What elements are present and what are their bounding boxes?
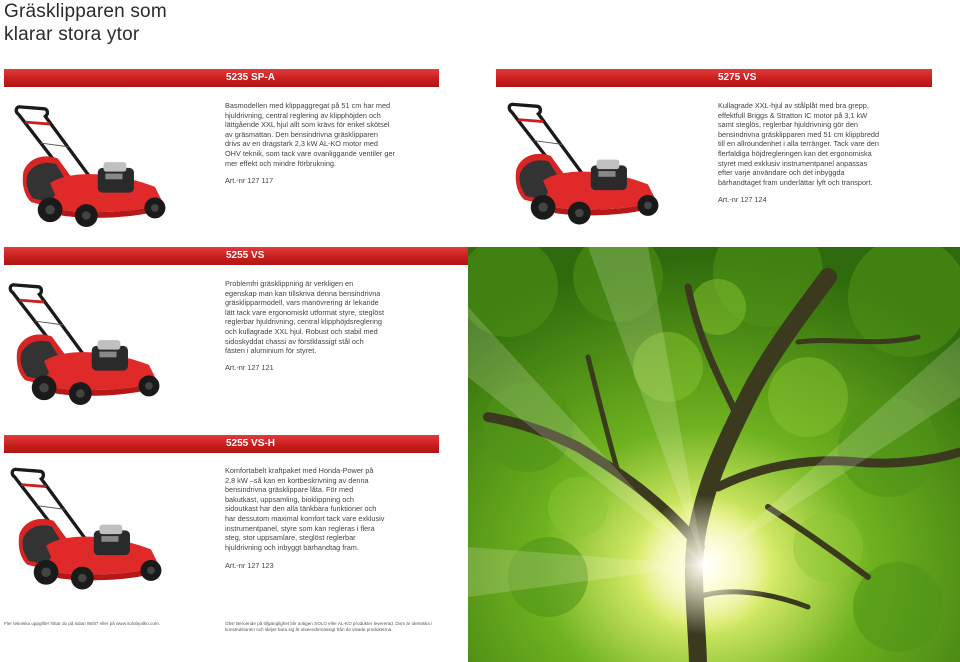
page-title-line-1: Gräsklipparen som [4, 1, 167, 22]
page-title [4, 0, 167, 46]
product-name: 5275 VS [718, 72, 757, 83]
product-header-5255 [4, 247, 468, 265]
product-header-5275 [496, 69, 932, 87]
product-name: 5235 SP-A [226, 72, 275, 83]
product-description: Kullagrade XXL-hjul av stålplåt med bra grepp, effektfull Briggs & Stratton IC motor på 3,1 kW samt steglös, reglerbar hjuldrivning gör den bensindrivna gräsklipparen med 51 cm klippbredd till en allroundenhet i alla terränger. Tack vare den flerfaldiga höjdregleringen kan det ergonomiska styret med exklusiv instrumentpanel anpassas efter varje användare och det inbyggda bärhandtaget fram underlättar lyft och transport. [718, 101, 880, 187]
article-number: Art.-nr 127 123 [225, 561, 274, 570]
product-description: Problemfri gräsklippning är verkligen en egenskap man kan tillskriva denna bensindrivna gräsklipparmodell, vars manövrering är lekande lätt tack vare ergonomiskt utformat styre, steglöst reglerbar hjuldrivning, central klipphöjdsreglering och kullagrade XXL hjul. Robust och stabil med sidoskyddat chassi av förstklassigt stål och fästen i aluminium för styret. [225, 279, 384, 356]
product-header-5235 [4, 69, 439, 87]
product-description: Komfortabelt kraftpaket med Honda-Power på 2,8 kW –så kan en kortbeskrivning av denna bensindrivna gräsklippare låta. För med bakutkast, uppsamling, bioklippning och sidoutkast har den alla tänkbara funktioner och har dessutom maximal komfort tack vare exklusiv instrumentpanel, styre som kan regleras i flera steg, stor uppsamlare, steglöst reglerbar hjuldrivning och inbyggt bärhandtag fram. [225, 466, 385, 552]
article-number: Art.-nr 127 124 [718, 195, 767, 204]
article-number: Art.-nr 127 117 [225, 176, 274, 185]
tree-sunlight-photo [468, 247, 960, 662]
footer-note-right: Obs! Beroende på tillgänglighet blir antigen SOLO eller AL-KO produkter levererad. Dom är identiska i konstruktionen och skiljer bara sig åt utseendemässigt från de visade produkterna. [225, 621, 433, 632]
product-name: 5255 VS [226, 250, 265, 261]
lawn-mower-image [12, 96, 174, 234]
lawn-mower-image [8, 460, 170, 595]
lawn-mower-image [505, 95, 667, 230]
product-header-5255h [4, 435, 439, 453]
footer-note-left: Fler tekniska uppgifter hittar du på sidan 86/87 eller på www.solobyalko.com. [4, 621, 161, 626]
lawn-mower-image [6, 272, 168, 414]
product-description: Basmodellen med klippaggregat på 51 cm har med hjuldrivning, central reglering av klipphöjden och lättgående XXL hjul allt som krävs för enkel skötsel av gräsmattan. Den bensindrivna gräsklipparen drivs av en dragstark 2,3 kW AL-KO motor med OHV teknik, som tack vare ovanliggande ventiler ger mer effekt och mindre förbrukning. [225, 101, 395, 168]
article-number: Art.-nr 127 121 [225, 363, 274, 372]
page-title-line-2: klarar stora ytor [4, 24, 140, 45]
product-name: 5255 VS-H [226, 438, 275, 449]
